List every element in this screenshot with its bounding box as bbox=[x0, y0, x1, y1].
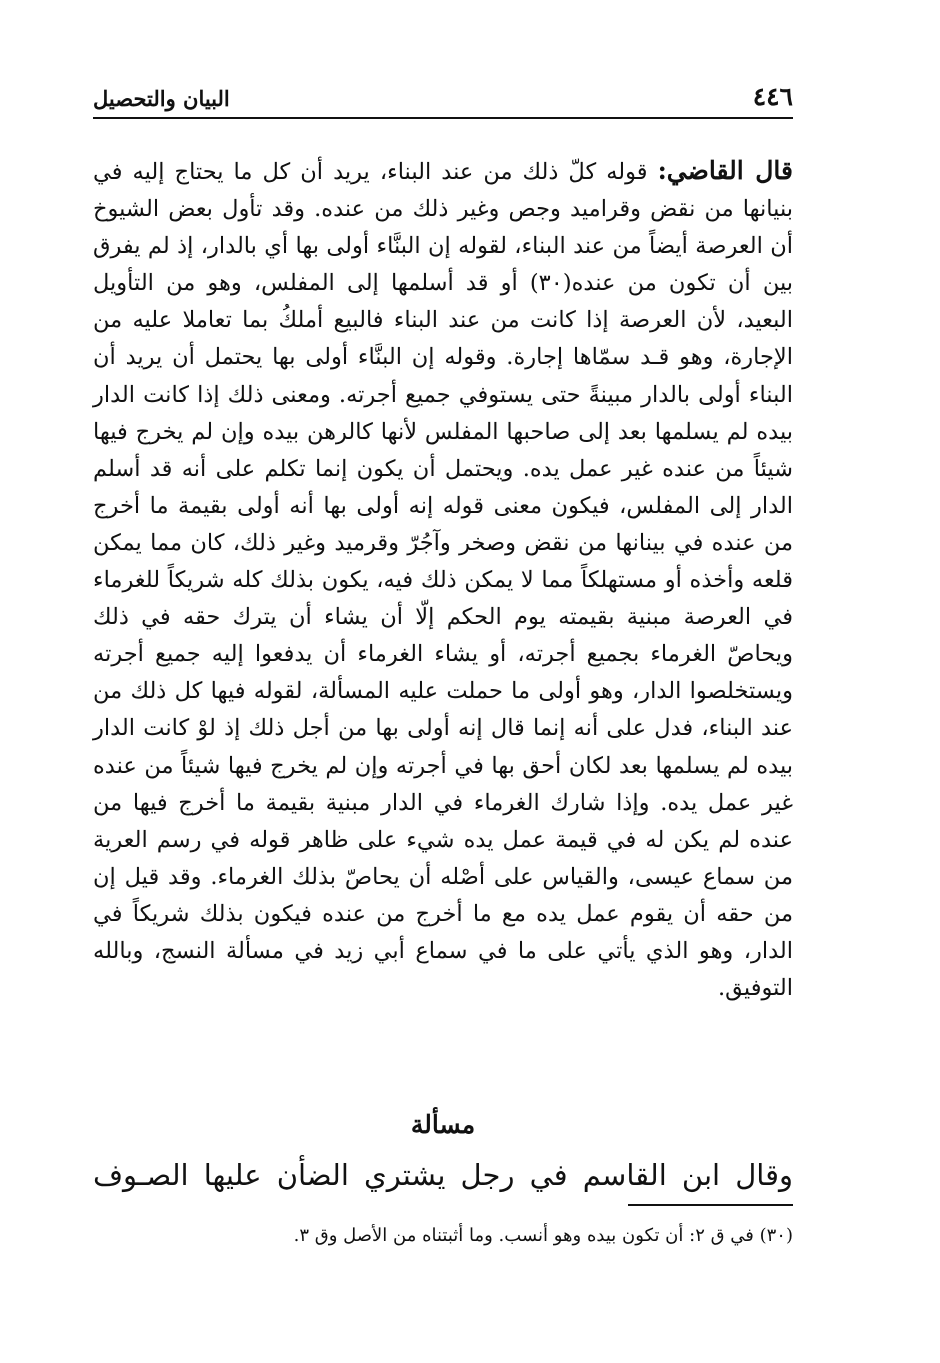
footnote: (٣٠) في ق ٢: أن تكون بيده وهو أنسب. وما أثبتناه من الأصل وق ٣. bbox=[293, 1225, 793, 1246]
commentary-paragraph bbox=[93, 152, 793, 1007]
main-text bbox=[93, 152, 793, 1007]
section-title: مسألة bbox=[410, 1110, 476, 1139]
header-divider bbox=[93, 117, 793, 119]
commentary-text: قوله كلّ ذلك من عند البناء، يريد أن كل ما يحتاج إليه في بنيانها من نقض وقراميد وجص وغير ذلك من عنده. وقد تأول بعض الشيوخ أن العرصة أيضاً من عند البناء، لقوله إن البنَّاء أولى بها أي بالدار، إذ لم يفرق بين أن تكون من عنده(٣٠) أو قد أسلمها إلى المفلس، وهو من التأويل البعيد، لأن العرصة إذا كانت من عند البناء فالبيع أملكُ بما تعاملا عليه من الإجارة، وهو قـد سمّاها إجارة. وقوله إن البنَّاء أولى بها يحتمل أن يريد أن البناء أولى بالدار مبينةً حتى يستوفي جميع أجرته. ومعنى ذلك إذا كانت الدار بيده لم يسلمها بعد إلى صاحبها المفلس لأنها كالرهن بيده وإن لم يخرج فيها شيئاً من عنده غير عمل يده. ويحتمل أن يكون إنما تكلم على أنه قد أسلم الدار إلى المفلس، فيكون معنى قوله إنه أولى بها أنه أولى بقيمة ما أخرج من عنده في بينانها من نقض وصخر وآجُرّ وقرميد وغير ذلك، كان مما يمكن قلعه وأخذه أو مستهلكاً مما لا يمكن ذلك فيه، يكون بذلك كله شريكاً للغرماء في العرصة مبنية بقيمته يوم الحكم إلّا أن يشاء أن يترك حقه في ذلك ويحاصّ الغرماء بجميع أجرته، أو يشاء الغرماء أن يدفعوا إليه جميع أجرته ويستخلصوا الدار، وهو أولى ما حملت عليه المسألة، لقوله فيها كل ذلك من عند البناء، فدل على أنه إنما قال إنه أولى بها من أجل ذلك إذ لوْ كانت الدار بيده لم يسلمها بعد لكان أحق بها في أجرته وإن لم يخرج فيها شيئاً من عنده غير عمل يده. وإذا شارك الغرماء في الدار مبنية بقيمة ما أخرج فيها من عنده لم يكن له في قيمة عمل يده شيء على ظاهر قوله في رسم العرية من سماع عيسى، والقياس على أصْله أن يحاصّ بذلك الغرماء. وقد قيل إن من حقه أن يقوم عمل يده مع ما أخرج من عنده فيكون بذلك شريكاً في الدار، وهو الذي يأتي على ما في سماع أبي زيد في مسألة النسج، وبالله التوفيق. bbox=[93, 159, 794, 1002]
page-number: ٤٤٦ bbox=[752, 82, 793, 111]
speaker-label: قال القاضي: bbox=[657, 156, 794, 185]
page-header bbox=[93, 82, 793, 116]
section-first-line: وقال ابن القاسم في رجل يشتري الضأن عليها الصـوف bbox=[93, 1158, 793, 1192]
running-title: البيان والتحصيل bbox=[93, 86, 230, 111]
footnote-divider bbox=[628, 1204, 793, 1206]
